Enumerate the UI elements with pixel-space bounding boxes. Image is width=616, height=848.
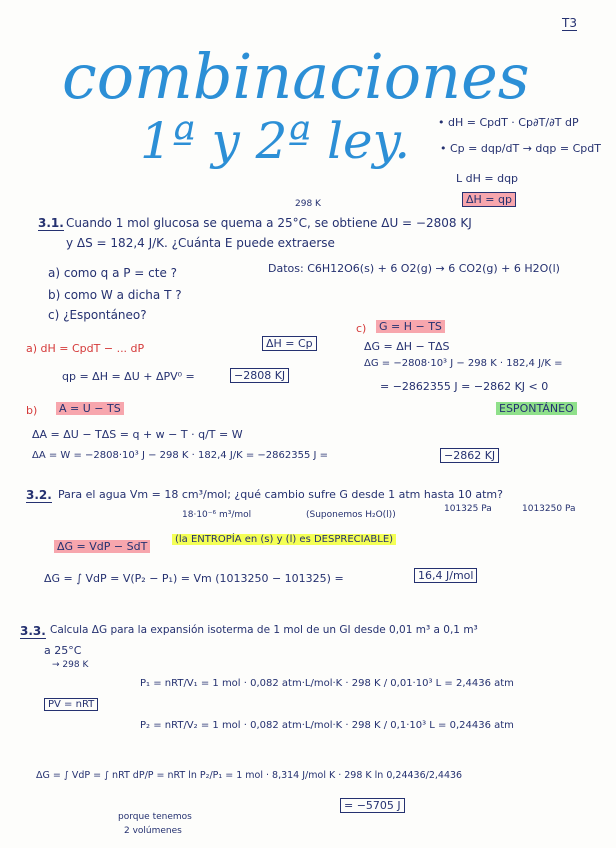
side-note-dh: • dH = CpdT · Cp∂T/∂T dP bbox=[438, 116, 579, 129]
p1-pa: 101325 Pa bbox=[444, 504, 492, 514]
answer-c-line-2: ΔG = −2808·10³ J − 298 K · 182,4 J/K = bbox=[364, 358, 563, 369]
side-note-cp: • Cp = dqp/dT → dqp = CpdT bbox=[440, 142, 601, 155]
dg-equation-highlight: ΔG = VdP − SdT bbox=[54, 540, 150, 553]
delta-g-integral: ΔG = ∫ VdP = ∫ nRT dP/P = nRT ln P₂/P₁ = 1 mol · 8,314 J/mol K · 298 K ln 0,24436/2,4436 bbox=[36, 770, 463, 781]
page-title: combinaciones bbox=[62, 40, 530, 113]
question-b: b) como W a dicha T ? bbox=[48, 288, 182, 302]
problem-3-3-temp-k: → 298 K bbox=[52, 660, 89, 670]
spontaneous-badge: ESPONTÁNEO bbox=[496, 402, 577, 415]
vm-si: 18·10⁻⁶ m³/mol bbox=[182, 510, 252, 520]
question-a: a) como q a P = cte ? bbox=[48, 266, 178, 280]
temp-note: 298 K bbox=[295, 199, 321, 209]
answer-c-line-1: ΔG = ΔH − TΔS bbox=[364, 340, 450, 353]
problem-3-3-result: = −5705 J bbox=[340, 798, 405, 813]
answer-c-label: c) bbox=[356, 322, 367, 335]
problem-3-2-integral: ΔG = ∫ VdP = V(P₂ − P₁) = Vm (1013250 − 101325) = bbox=[44, 572, 344, 585]
page-tag: T3 bbox=[562, 16, 577, 30]
reaction-data: Datos: C6H12O6(s) + 6 O2(g) → 6 CO2(g) + 6 H2O(l) bbox=[268, 262, 560, 275]
answer-a-box: ΔH = Cp bbox=[262, 336, 317, 351]
answer-b-label: b) bbox=[26, 404, 38, 417]
answer-a-result: −2808 KJ bbox=[230, 368, 289, 383]
page-subtitle: 1ª y 2ª ley. bbox=[140, 112, 411, 170]
problem-3-3-statement: Calcula ΔG para la expansión isoterma de 1 mol de un GI desde 0,01 m³ a 0,1 m³ bbox=[50, 624, 478, 636]
problem-3-3-label: 3.3. bbox=[20, 624, 46, 638]
answer-a-line-1: a) dH = CpdT − ... dP bbox=[26, 342, 145, 355]
ideal-gas-law: PV = nRT bbox=[44, 698, 98, 711]
p2-pa: 1013250 Pa bbox=[522, 504, 576, 514]
side-note-dh-qp: ΔH = qp bbox=[462, 192, 516, 207]
question-c: c) ¿Espontáneo? bbox=[48, 308, 147, 322]
entropy-note-highlight: (la ENTROPÍA en (s) y (l) es DESPRECIABLE) bbox=[172, 534, 396, 545]
problem-3-1-statement-2: y ΔS = 182,4 J/K. ¿Cuánta E puede extraerse bbox=[66, 236, 335, 250]
problem-3-2-label: 3.2. bbox=[26, 488, 52, 502]
volume-note-2: 2 volúmenes bbox=[124, 826, 182, 836]
answer-b-definition: A = U − TS bbox=[56, 402, 124, 415]
problem-3-2-statement: Para el agua Vm = 18 cm³/mol; ¿qué cambio sufre G desde 1 atm hasta 10 atm? bbox=[58, 488, 503, 501]
pressure-2: P₂ = nRT/V₂ = 1 mol · 0,082 atm·L/mol·K · 298 K / 0,1·10³ L = 0,24436 atm bbox=[140, 720, 514, 731]
problem-3-1-label: 3.1. bbox=[38, 216, 64, 230]
water-assumption: (Suponemos H₂O(l)) bbox=[306, 510, 396, 520]
answer-b-line-2: ΔA = W = −2808·10³ J − 298 K · 182,4 J/K = −2862355 J = bbox=[32, 450, 329, 461]
problem-3-2-result: 16,4 J/mol bbox=[414, 568, 477, 583]
answer-b-line-1: ΔA = ΔU − TΔS = q + w − T · q/T = W bbox=[32, 428, 243, 441]
volume-note-1: porque tenemos bbox=[118, 812, 192, 822]
answer-c-definition: G = H − TS bbox=[376, 320, 445, 333]
side-note-dh-dqp: L dH = dqp bbox=[456, 172, 519, 185]
answer-a-line-2: qp = ΔH = ΔU + ΔPV⁰ = bbox=[62, 370, 195, 383]
problem-3-3-temp: a 25°C bbox=[44, 644, 82, 657]
problem-3-1-statement-1: Cuando 1 mol glucosa se quema a 25°C, se obtiene ΔU = −2808 KJ bbox=[66, 216, 472, 230]
answer-b-result: −2862 KJ bbox=[440, 448, 499, 463]
answer-c-line-3: = −2862355 J = −2862 KJ < 0 bbox=[380, 380, 549, 393]
pressure-1: P₁ = nRT/V₁ = 1 mol · 0,082 atm·L/mol·K · 298 K / 0,01·10³ L = 2,4436 atm bbox=[140, 678, 514, 689]
